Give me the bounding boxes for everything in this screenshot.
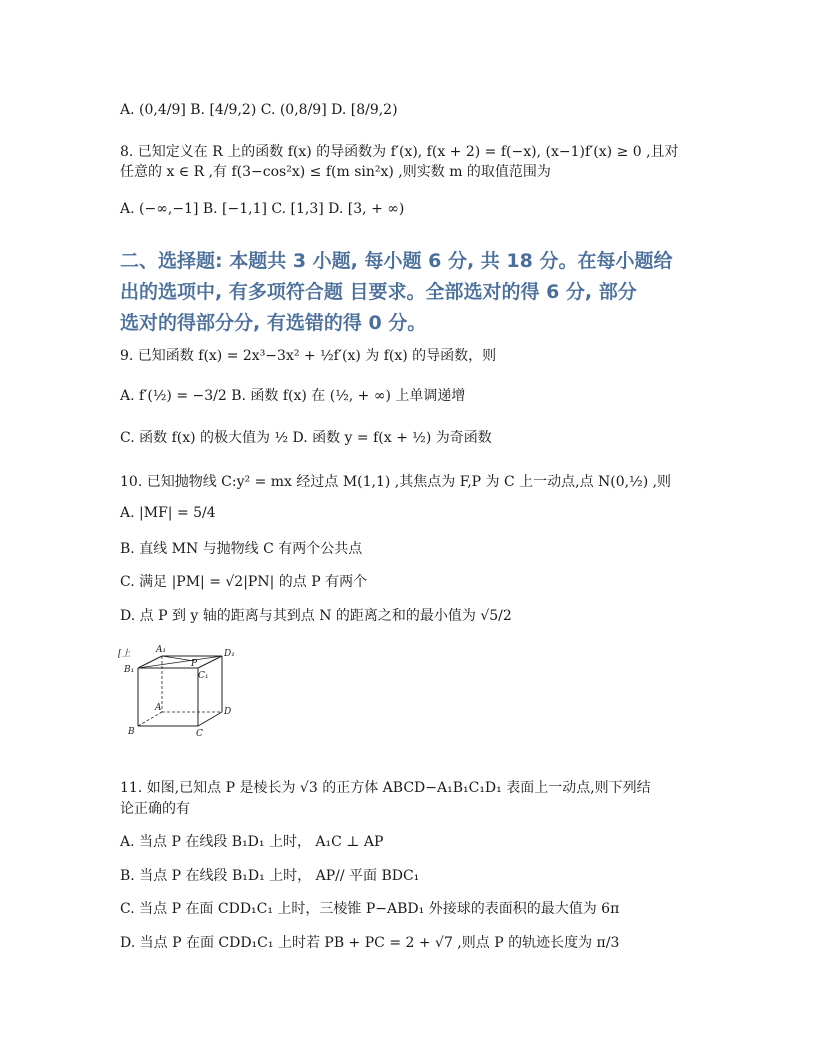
q8-options: A. (−∞,−1] B. [−1,1] C. [1,3] D. [3, + ∞) bbox=[120, 201, 405, 217]
section-heading-line3: 选对的得部分分, 有选错的得 0 分。 bbox=[120, 312, 427, 334]
q8-stem-line2: 任意的 x ∈ R ,有 f(3−cos²x) ≤ f(m sin²x) ,则实数 m 的取值范围为 bbox=[120, 164, 551, 180]
figure-label-b: B bbox=[128, 727, 135, 737]
q10-option-d: D. 点 P 到 y 轴的距离与其到点 N 的距离之和的最小值为 √5/2 bbox=[120, 608, 512, 624]
q8-stem-line1: 8. 已知定义在 R 上的函数 f(x) 的导函数为 f′(x), f(x + 2) = f(−x), (x−1)f′(x) ≥ 0 ,且对 bbox=[120, 144, 679, 160]
q11-option-b: B. 当点 P 在线段 B₁D₁ 上时， AP// 平面 BDC₁ bbox=[120, 868, 420, 884]
cube-figure bbox=[118, 644, 248, 740]
figure-label-corner: [上 bbox=[118, 649, 131, 659]
figure-label-a1: A₁ bbox=[156, 645, 167, 655]
cube-diagram bbox=[118, 644, 248, 740]
q11-option-c: C. 当点 P 在面 CDD₁C₁ 上时，三棱锥 P−ABD₁ 外接球的表面积的最大值为 6π bbox=[120, 901, 620, 917]
q11-stem-line1: 11. 如图,已知点 P 是棱长为 √3 的正方体 ABCD−A₁B₁C₁D₁ 表面上一动点,则下列结 bbox=[120, 780, 651, 796]
q9-options-cd: C. 函数 f(x) 的极大值为 ½ D. 函数 y = f(x + ½) 为奇函数 bbox=[120, 430, 492, 446]
q7-options: A. (0,4/9] B. [4/9,2) C. (0,8/9] D. [8/9,2) bbox=[120, 102, 398, 118]
figure-label-d: D bbox=[224, 707, 232, 717]
q11-stem-line2: 论正确的有 bbox=[120, 801, 190, 817]
figure-label-a: A bbox=[155, 703, 162, 713]
section-heading-line2: 出的选项中, 有多项符合题 目要求。全部选对的得 6 分, 部分 bbox=[120, 281, 637, 303]
figure-label-b1: B₁ bbox=[124, 665, 135, 675]
q10-stem: 10. 已知抛物线 C:y² = mx 经过点 M(1,1) ,其焦点为 F,P 为 C 上一动点,点 N(0,½) ,则 bbox=[120, 474, 672, 490]
q9-options-ab: A. f′(½) = −3/2 B. 函数 f(x) 在 (½, + ∞) 上单调递增 bbox=[120, 388, 466, 404]
figure-label-c: C bbox=[196, 729, 203, 739]
q10-option-c: C. 满足 |PM| = √2|PN| 的点 P 有两个 bbox=[120, 574, 368, 590]
section-heading-line1: 二、选择题: 本题共 3 小题, 每小题 6 分, 共 18 分。在每小题给 bbox=[120, 250, 673, 272]
figure-label-d1: D₁ bbox=[224, 649, 235, 659]
section-heading bbox=[120, 246, 710, 339]
q11-option-d: D. 当点 P 在面 CDD₁C₁ 上时若 PB + PC = 2 + √7 ,则点 P 的轨迹长度为 π/3 bbox=[120, 935, 620, 951]
q9-stem: 9. 已知函数 f(x) = 2x³−3x² + ½f′(x) 为 f(x) 的导函数，则 bbox=[120, 348, 497, 364]
figure-label-c1: C₁ bbox=[198, 671, 209, 681]
figure-label-p: P bbox=[191, 659, 198, 669]
q10-option-b: B. 直线 MN 与抛物线 C 有两个公共点 bbox=[120, 541, 363, 557]
q11-option-a: A. 当点 P 在线段 B₁D₁ 上时， A₁C ⊥ AP bbox=[120, 834, 384, 850]
q10-option-a: A. |MF| = 5/4 bbox=[120, 505, 216, 521]
